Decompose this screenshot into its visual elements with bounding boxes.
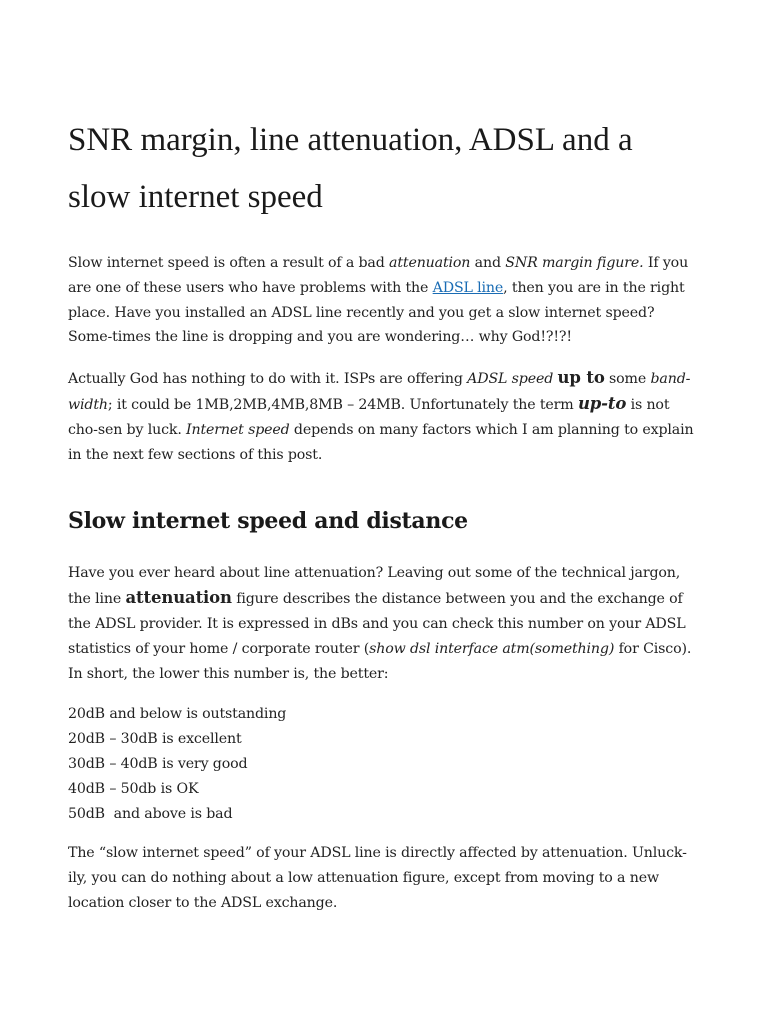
level-line: 50dB and above is bad — [68, 805, 233, 822]
p2-text-3: some — [604, 371, 651, 388]
article — [68, 112, 700, 916]
section-heading: Slow internet speed and distance — [68, 508, 468, 535]
level-line: 30dB – 40dB is very good — [68, 755, 248, 772]
p3-strong-attenuation: attenuation — [125, 588, 232, 608]
conclusion-paragraph: The “slow internet speed” of your ADSL line is directly affected by attenuation. Unluck-ily, you can do nothing about a low attenuation figure, except from moving to a new location closer to the ADSL exchange. — [68, 845, 687, 911]
intro-text-4: , then you are in the right place. Have you installed an ADSL line recently and you get a slow internet speed? Some-times the line is dropping and you are wondering… why God!?!?! — [68, 279, 685, 346]
intro-paragraph — [68, 251, 700, 350]
attenuation-levels-list — [68, 702, 700, 826]
adsl-line-link[interactable]: ADSL line — [432, 279, 504, 296]
p2-text-4: ; it could be 1MB,2MB,4MB,8MB – 24MB. Unfortunately the term — [107, 396, 578, 413]
intro-em-attenuation: attenuation — [389, 255, 471, 271]
p3-text-2: figure describes the distance between you and the exchange of the ADSL provider. It is expressed in dBs and you can check this number on your ADSL statistics of your home / corporate router ( — [68, 591, 686, 657]
p3-text-1: Have you ever heard about line attenuation? Leaving out some of the technical jargon, the line — [68, 565, 681, 608]
intro-em-snr: SNR margin figure. — [505, 255, 644, 271]
level-line: 20dB – 30dB is excellent — [68, 731, 242, 748]
level-line: 20dB and below is outstanding — [68, 706, 287, 723]
level-line: 40dB – 50db is OK — [68, 780, 199, 797]
p2-text-1: Actually God has nothing to do with it. ISPs are offering — [68, 371, 468, 388]
p3-text-3: for Cisco). In short, the lower this number is, the better: — [68, 640, 692, 682]
intro-text-1: Slow internet speed is often a result of a bad — [68, 255, 390, 271]
p2-text-5: is not cho-sen by luck. — [68, 396, 670, 438]
p2-strong-up-to-term: up-to — [577, 393, 627, 413]
article-title: SNR margin, line attenuation, ADSL and a slow internet speed — [68, 122, 633, 215]
attenuation-paragraph — [68, 561, 700, 686]
p2-em-internet-speed: Internet speed — [186, 421, 290, 438]
p2-em-adsl-speed: ADSL speed — [467, 371, 554, 388]
p2-text-6: depends on many factors which I am planning to explain in the next few sections of this post. — [68, 421, 694, 463]
intro-text-2: and — [470, 255, 506, 271]
p2-em-bandwidth: band-width — [68, 371, 691, 413]
p3-em-command: show dsl interface atm(something) — [369, 640, 615, 657]
intro-text-3: If you are one of these users who have problems with the — [68, 255, 689, 296]
p2-strong-up-to: up to — [557, 368, 605, 388]
speed-paragraph — [68, 366, 700, 467]
